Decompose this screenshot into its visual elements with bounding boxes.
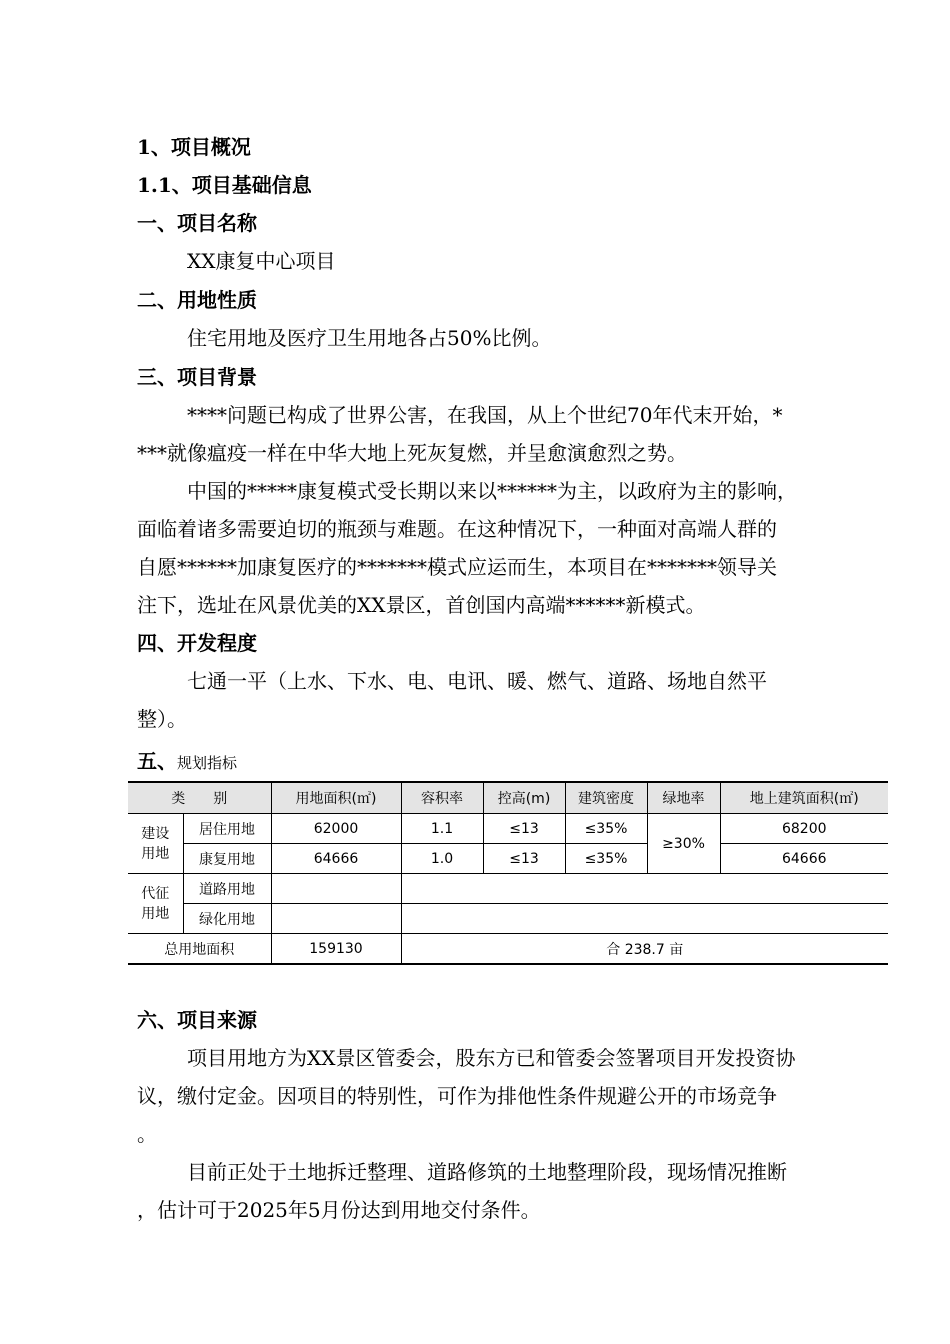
group1-line1: 建设 — [141, 825, 170, 842]
heading-basic-info: 1.1、项目基础信息 — [137, 173, 312, 197]
section-development-title: 四、开发程度 — [137, 631, 257, 655]
planning-indicators-table — [128, 781, 888, 965]
background-p1-line1: ****问题已构成了世界公害，在我国，从上个世纪70年代末开始，* — [187, 403, 783, 427]
cell-floor-area: 68200 — [720, 814, 888, 844]
planning-subtitle: 规划指标 — [177, 754, 238, 772]
background-p2-line2: 面临着诸多需要迫切的瓶颈与难题。在这种情况下，一种面对高端人群的 — [137, 517, 777, 541]
cell-floor-area: 64666 — [720, 844, 888, 874]
group-expropriated-land — [128, 874, 183, 934]
cell-empty — [401, 904, 888, 934]
table-row — [128, 844, 888, 874]
cell-area — [271, 904, 401, 934]
background-p1-line2: ***就像瘟疫一样在中华大地上死灰复燃，并呈愈演愈烈之势。 — [137, 441, 687, 465]
development-line2: 整）。 — [137, 707, 187, 731]
table-row — [128, 814, 888, 844]
cell-area — [271, 874, 401, 904]
table-row — [128, 904, 888, 934]
cell-far: 1.1 — [401, 814, 483, 844]
cell-empty — [401, 874, 888, 904]
group-construction-land — [128, 814, 183, 874]
cell-name: 道路用地 — [183, 874, 271, 904]
source-p1-line1: 项目用地方为XX景区管委会，股东方已和管委会签署项目开发投资协 — [187, 1046, 796, 1070]
cell-density: ≤35% — [565, 844, 647, 874]
development-line1: 七通一平（上水、下水、电、电讯、暖、燃气、道路、场地自然平 — [187, 669, 767, 693]
cell-height: ≤13 — [483, 844, 565, 874]
section-land-use-title: 二、用地性质 — [137, 288, 257, 312]
cell-green-rate: ≥30% — [647, 814, 720, 874]
cell-far: 1.0 — [401, 844, 483, 874]
background-p2-line3: 自愿******加康复医疗的*******模式应运而生，本项目在*******领导关 — [137, 555, 777, 579]
planning-number: 五、 — [137, 749, 177, 773]
header-far: 容积率 — [401, 782, 483, 814]
header-category: 类 别 — [128, 782, 271, 814]
section-source-title: 六、项目来源 — [137, 1008, 257, 1032]
cell-density: ≤35% — [565, 814, 647, 844]
total-area: 159130 — [271, 934, 401, 965]
cell-name: 绿化用地 — [183, 904, 271, 934]
background-p2-line1: 中国的*****康复模式受长期以来以******为主，以政府为主的影响， — [187, 479, 797, 503]
header-density: 建筑密度 — [565, 782, 647, 814]
table-header-row — [128, 782, 888, 814]
section-planning-title — [137, 745, 237, 774]
heading-project-overview: 1、项目概况 — [137, 135, 251, 159]
cell-area: 62000 — [271, 814, 401, 844]
background-p2-line4: 注下，选址在风景优美的XX景区，首创国内高端******新模式。 — [137, 593, 706, 617]
group2-line2: 用地 — [141, 905, 170, 922]
header-green-rate: 绿地率 — [647, 782, 720, 814]
cell-name: 居住用地 — [183, 814, 271, 844]
header-land-area: 用地面积(㎡) — [271, 782, 401, 814]
source-p2-line2: ，估计可于2025年5月份达到用地交付条件。 — [137, 1198, 541, 1222]
source-p1-line3: 。 — [137, 1122, 157, 1146]
header-height: 控高(m) — [483, 782, 565, 814]
table-total-row — [128, 934, 888, 965]
group1-line2: 用地 — [141, 845, 170, 862]
source-p2-line1: 目前正处于土地拆迁整理、道路修筑的土地整理阶段，现场情况推断 — [187, 1160, 787, 1184]
land-use-text: 住宅用地及医疗卫生用地各占50%比例。 — [187, 326, 552, 350]
project-name-text: XX康复中心项目 — [187, 249, 336, 273]
section-background-title: 三、项目背景 — [137, 365, 257, 389]
cell-name: 康复用地 — [183, 844, 271, 874]
section-project-name-title: 一、项目名称 — [137, 211, 257, 235]
total-label: 总用地面积 — [128, 934, 271, 965]
source-p1-line2: 议，缴付定金。因项目的特别性，可作为排他性条件规避公开的市场竞争 — [137, 1084, 777, 1108]
table-row — [128, 874, 888, 904]
cell-height: ≤13 — [483, 814, 565, 844]
total-note: 合 238.7 亩 — [401, 934, 888, 965]
group2-line1: 代征 — [141, 885, 170, 902]
cell-area: 64666 — [271, 844, 401, 874]
header-floor-area: 地上建筑面积(㎡) — [720, 782, 888, 814]
